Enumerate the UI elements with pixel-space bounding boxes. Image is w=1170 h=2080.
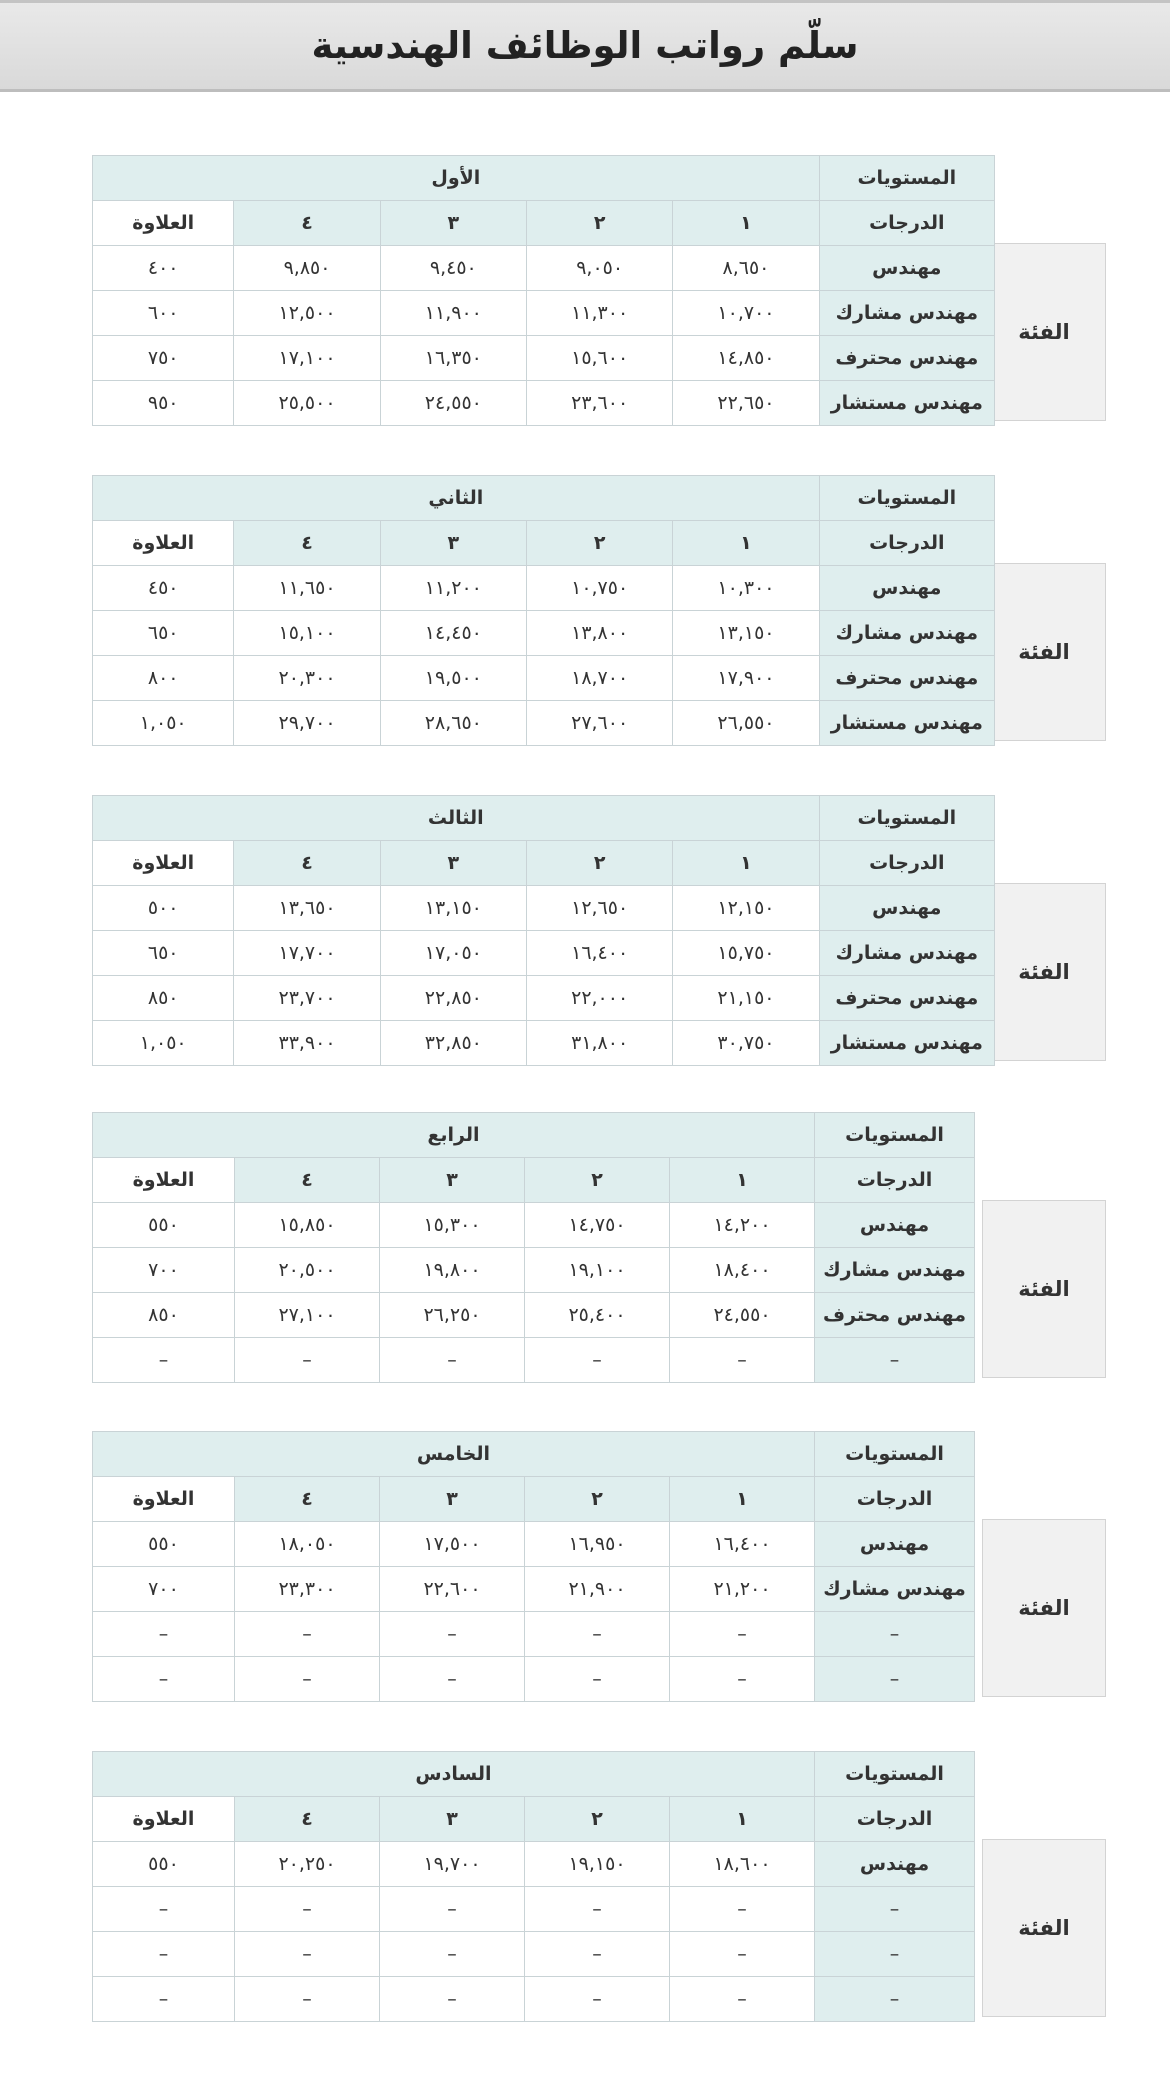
empty-cell: –: [235, 1977, 380, 2022]
salary-cell: ١٢,٦٥٠: [527, 886, 673, 931]
page-title: سلّم رواتب الوظائف الهندسية: [311, 24, 859, 67]
level-name: السادس: [92, 1752, 814, 1797]
salary-cell: ١٢,٥٠٠: [234, 291, 380, 336]
table-row: [93, 1021, 995, 1066]
salary-cell: ١٤,٤٥٠: [380, 611, 526, 656]
allowance-cell: ٦٥٠: [93, 611, 234, 656]
salary-cell: ١٥,٣٠٠: [380, 1203, 525, 1248]
salary-table: [92, 155, 995, 426]
allowance-cell: ٨٠٠: [93, 656, 234, 701]
empty-cell: –: [235, 1338, 380, 1383]
salary-cell: ١٦,٤٠٠: [670, 1522, 815, 1567]
salary-cell: ١٤,٢٠٠: [670, 1203, 815, 1248]
salary-cell: ١٧,٧٠٠: [234, 931, 380, 976]
salary-cell: ١٥,٧٥٠: [673, 931, 819, 976]
allowance-cell: ١,٠٥٠: [93, 1021, 234, 1066]
salary-cell: ١٤,٨٥٠: [673, 336, 819, 381]
salary-cell: ٢٢,٨٥٠: [380, 976, 526, 1021]
salary-cell: ١٦,٣٥٠: [380, 336, 526, 381]
allowance-header: العلاوة: [93, 201, 234, 246]
salary-table: [92, 1751, 975, 2022]
salary-cell: ١٨,٦٠٠: [670, 1842, 815, 1887]
salary-cell: ١١,٣٠٠: [527, 291, 673, 336]
level-block: [92, 1751, 1106, 2031]
salary-cell: ١٠,٧٥٠: [527, 566, 673, 611]
salary-cell: ١٩,٧٠٠: [380, 1842, 525, 1887]
empty-cell: –: [380, 1612, 525, 1657]
empty-cell: –: [670, 1932, 815, 1977]
salary-cell: ١٣,١٥٠: [673, 611, 819, 656]
salary-cell: ٣٠,٧٥٠: [673, 1021, 819, 1066]
job-title: مهندس: [815, 1203, 975, 1248]
empty-cell: –: [92, 1977, 234, 2022]
table-row: [92, 1248, 974, 1293]
grade-number: ٤: [235, 1797, 380, 1842]
grade-number: ٣: [380, 521, 526, 566]
table-row: [92, 1338, 974, 1383]
allowance-cell: ٦٠٠: [93, 291, 234, 336]
grades-label: الدرجات: [815, 1158, 975, 1203]
allowance-cell: ٧٥٠: [93, 336, 234, 381]
level-block: [92, 475, 1106, 755]
category-label: الفئة: [982, 1519, 1106, 1697]
allowance-cell: ٩٥٠: [93, 381, 234, 426]
grade-number: ١: [670, 1477, 815, 1522]
salary-cell: ١٨,٧٠٠: [527, 656, 673, 701]
grade-number: ١: [670, 1797, 815, 1842]
table-row: [92, 1752, 974, 1797]
salary-cell: ٢٠,٥٠٠: [235, 1248, 380, 1293]
empty-cell: –: [92, 1932, 234, 1977]
table-row: [93, 701, 995, 746]
salary-cell: ٢٠,٢٥٠: [235, 1842, 380, 1887]
empty-cell: –: [380, 1657, 525, 1702]
salary-cell: ٩,٠٥٠: [527, 246, 673, 291]
salary-cell: ١٥,٨٥٠: [235, 1203, 380, 1248]
salary-cell: ١٦,٤٠٠: [527, 931, 673, 976]
empty-cell: –: [525, 1612, 670, 1657]
table-row: [92, 1612, 974, 1657]
table-row: [93, 476, 995, 521]
grade-number: ٤: [234, 201, 380, 246]
allowance-header: العلاوة: [92, 1477, 234, 1522]
empty-cell: –: [670, 1657, 815, 1702]
empty-cell: –: [92, 1612, 234, 1657]
grades-label: الدرجات: [819, 201, 994, 246]
level-block: [92, 1112, 1106, 1392]
empty-cell: –: [92, 1657, 234, 1702]
level-name: الرابع: [92, 1113, 814, 1158]
empty-cell: –: [815, 1657, 975, 1702]
salary-cell: ١٣,٨٠٠: [527, 611, 673, 656]
allowance-cell: ٧٠٠: [92, 1567, 234, 1612]
table-row: [92, 1797, 974, 1842]
grade-number: ٢: [527, 521, 673, 566]
empty-cell: –: [235, 1887, 380, 1932]
grade-number: ٤: [234, 521, 380, 566]
salary-cell: ٢٨,٦٥٠: [380, 701, 526, 746]
job-title: مهندس محترف: [819, 976, 994, 1021]
salary-cell: ١٣,١٥٠: [380, 886, 526, 931]
levels-label: المستويات: [819, 156, 994, 201]
salary-cell: ١٧,٩٠٠: [673, 656, 819, 701]
category-label: الفئة: [982, 563, 1106, 741]
allowance-header: العلاوة: [92, 1797, 234, 1842]
category-label: الفئة: [982, 1200, 1106, 1378]
grade-number: ٤: [235, 1158, 380, 1203]
salary-cell: ١٩,٥٠٠: [380, 656, 526, 701]
empty-cell: –: [380, 1977, 525, 2022]
salary-cell: ١٧,١٠٠: [234, 336, 380, 381]
salary-cell: ٢٣,٣٠٠: [235, 1567, 380, 1612]
allowance-cell: ٨٥٠: [92, 1293, 234, 1338]
allowance-header: العلاوة: [92, 1158, 234, 1203]
table-row: [93, 841, 995, 886]
grade-number: ٤: [234, 841, 380, 886]
salary-cell: ١٨,٠٥٠: [235, 1522, 380, 1567]
salary-cell: ١٧,٠٥٠: [380, 931, 526, 976]
job-title: مهندس مستشار: [819, 1021, 994, 1066]
level-block: [92, 795, 1106, 1075]
empty-cell: –: [670, 1612, 815, 1657]
grade-number: ١: [673, 201, 819, 246]
salary-cell: ١٢,١٥٠: [673, 886, 819, 931]
levels-label: المستويات: [819, 796, 994, 841]
salary-cell: ١٥,٦٠٠: [527, 336, 673, 381]
salary-cell: ٢١,٢٠٠: [670, 1567, 815, 1612]
grade-number: ١: [673, 841, 819, 886]
table-row: [92, 1887, 974, 1932]
salary-cell: ٢٦,٥٥٠: [673, 701, 819, 746]
level-name: الثاني: [93, 476, 820, 521]
empty-cell: –: [525, 1887, 670, 1932]
levels-label: المستويات: [815, 1432, 975, 1477]
job-title: مهندس: [819, 886, 994, 931]
level-name: الخامس: [92, 1432, 814, 1477]
empty-cell: –: [670, 1338, 815, 1383]
empty-cell: –: [670, 1977, 815, 2022]
salary-cell: ٢٧,١٠٠: [235, 1293, 380, 1338]
grade-number: ١: [673, 521, 819, 566]
empty-cell: –: [380, 1887, 525, 1932]
salary-table: [92, 1112, 975, 1383]
level-name: الأول: [93, 156, 820, 201]
job-title: مهندس مشارك: [815, 1248, 975, 1293]
grades-label: الدرجات: [815, 1477, 975, 1522]
table-row: [93, 246, 995, 291]
salary-cell: ١٣,٦٥٠: [234, 886, 380, 931]
table-row: [92, 1477, 974, 1522]
grade-number: ١: [670, 1158, 815, 1203]
empty-cell: –: [525, 1977, 670, 2022]
salary-cell: ٢٢,٦٥٠: [673, 381, 819, 426]
allowance-cell: ٨٥٠: [93, 976, 234, 1021]
salary-cell: ٢٧,٦٠٠: [527, 701, 673, 746]
table-row: [93, 611, 995, 656]
salary-cell: ٢٦,٢٥٠: [380, 1293, 525, 1338]
salary-cell: ٢٥,٤٠٠: [525, 1293, 670, 1338]
empty-cell: –: [380, 1338, 525, 1383]
table-row: [92, 1203, 974, 1248]
salary-cell: ١٩,١٥٠: [525, 1842, 670, 1887]
salary-table: [92, 1431, 975, 1702]
grade-number: ٣: [380, 841, 526, 886]
empty-cell: –: [380, 1932, 525, 1977]
table-row: [92, 1113, 974, 1158]
allowance-cell: ٦٥٠: [93, 931, 234, 976]
job-title: مهندس مستشار: [819, 701, 994, 746]
salary-cell: ٩,٤٥٠: [380, 246, 526, 291]
allowance-cell: ٥٥٠: [92, 1203, 234, 1248]
salary-cell: ١٦,٩٥٠: [525, 1522, 670, 1567]
salary-cell: ٢٣,٦٠٠: [527, 381, 673, 426]
job-title: مهندس مشارك: [819, 931, 994, 976]
table-row: [93, 656, 995, 701]
job-title: مهندس مستشار: [819, 381, 994, 426]
salary-cell: ٢٢,٦٠٠: [380, 1567, 525, 1612]
allowance-cell: ٥٠٠: [93, 886, 234, 931]
table-row: [93, 291, 995, 336]
table-row: [93, 156, 995, 201]
empty-cell: –: [235, 1657, 380, 1702]
allowance-header: العلاوة: [93, 841, 234, 886]
salary-cell: ٣٣,٩٠٠: [234, 1021, 380, 1066]
allowance-cell: ٤٥٠: [93, 566, 234, 611]
grade-number: ٢: [525, 1797, 670, 1842]
salary-cell: ١٧,٥٠٠: [380, 1522, 525, 1567]
salary-cell: ١١,٢٠٠: [380, 566, 526, 611]
table-row: [92, 1293, 974, 1338]
table-row: [93, 521, 995, 566]
category-label: الفئة: [982, 1839, 1106, 2017]
grade-number: ٣: [380, 1158, 525, 1203]
job-title: مهندس: [815, 1842, 975, 1887]
grades-label: الدرجات: [819, 841, 994, 886]
salary-cell: ١٠,٣٠٠: [673, 566, 819, 611]
table-row: [93, 381, 995, 426]
title-bar: [0, 0, 1170, 92]
empty-cell: –: [815, 1932, 975, 1977]
salary-cell: ٢١,٩٠٠: [525, 1567, 670, 1612]
grade-number: ٢: [525, 1477, 670, 1522]
salary-cell: ١٠,٧٠٠: [673, 291, 819, 336]
salary-cell: ٢٣,٧٠٠: [234, 976, 380, 1021]
salary-cell: ١١,٦٥٠: [234, 566, 380, 611]
category-label: الفئة: [982, 243, 1106, 421]
salary-cell: ٨,٦٥٠: [673, 246, 819, 291]
level-block: [92, 155, 1106, 435]
empty-cell: –: [92, 1887, 234, 1932]
salary-cell: ٩,٨٥٠: [234, 246, 380, 291]
table-row: [93, 796, 995, 841]
empty-cell: –: [815, 1612, 975, 1657]
grades-label: الدرجات: [815, 1797, 975, 1842]
allowance-cell: ٥٥٠: [92, 1842, 234, 1887]
empty-cell: –: [525, 1338, 670, 1383]
salary-cell: ١٩,٨٠٠: [380, 1248, 525, 1293]
grades-label: الدرجات: [819, 521, 994, 566]
salary-cell: ١٤,٧٥٠: [525, 1203, 670, 1248]
table-row: [92, 1432, 974, 1477]
job-title: مهندس محترف: [819, 336, 994, 381]
grade-number: ٣: [380, 1797, 525, 1842]
table-row: [93, 336, 995, 381]
table-row: [92, 1842, 974, 1887]
salary-table: [92, 795, 995, 1066]
job-title: مهندس مشارك: [819, 291, 994, 336]
empty-cell: –: [670, 1887, 815, 1932]
job-title: مهندس مشارك: [819, 611, 994, 656]
salary-cell: ١١,٩٠٠: [380, 291, 526, 336]
level-name: الثالث: [93, 796, 820, 841]
table-row: [92, 1567, 974, 1612]
job-title: مهندس: [815, 1522, 975, 1567]
salary-cell: ٢٤,٥٥٠: [380, 381, 526, 426]
empty-cell: –: [815, 1977, 975, 2022]
grade-number: ٢: [525, 1158, 670, 1203]
table-row: [93, 976, 995, 1021]
empty-cell: –: [235, 1612, 380, 1657]
salary-cell: ١٩,١٠٠: [525, 1248, 670, 1293]
salary-cell: ٢١,١٥٠: [673, 976, 819, 1021]
levels-label: المستويات: [815, 1752, 975, 1797]
empty-cell: –: [92, 1338, 234, 1383]
salary-cell: ١٨,٤٠٠: [670, 1248, 815, 1293]
table-row: [93, 886, 995, 931]
empty-cell: –: [815, 1338, 975, 1383]
salary-cell: ٣١,٨٠٠: [527, 1021, 673, 1066]
table-row: [92, 1932, 974, 1977]
table-row: [92, 1657, 974, 1702]
table-row: [93, 931, 995, 976]
job-title: مهندس: [819, 246, 994, 291]
salary-cell: ٢٢,٠٠٠: [527, 976, 673, 1021]
empty-cell: –: [525, 1657, 670, 1702]
salary-cell: ٢٥,٥٠٠: [234, 381, 380, 426]
empty-cell: –: [525, 1932, 670, 1977]
grade-number: ٢: [527, 841, 673, 886]
level-block: [92, 1431, 1106, 1711]
allowance-cell: ٥٥٠: [92, 1522, 234, 1567]
allowance-cell: ٤٠٠: [93, 246, 234, 291]
salary-cell: ١٥,١٠٠: [234, 611, 380, 656]
levels-label: المستويات: [815, 1113, 975, 1158]
salary-cell: ٢٠,٣٠٠: [234, 656, 380, 701]
table-row: [92, 1522, 974, 1567]
category-label: الفئة: [982, 883, 1106, 1061]
grade-number: ٣: [380, 1477, 525, 1522]
salary-cell: ٢٤,٥٥٠: [670, 1293, 815, 1338]
job-title: مهندس: [819, 566, 994, 611]
grade-number: ٤: [235, 1477, 380, 1522]
levels-label: المستويات: [819, 476, 994, 521]
table-row: [92, 1158, 974, 1203]
grade-number: ٢: [527, 201, 673, 246]
empty-cell: –: [815, 1887, 975, 1932]
job-title: مهندس مشارك: [815, 1567, 975, 1612]
allowance-cell: ٧٠٠: [92, 1248, 234, 1293]
table-row: [92, 1977, 974, 2022]
table-row: [93, 201, 995, 246]
salary-cell: ٣٢,٨٥٠: [380, 1021, 526, 1066]
allowance-header: العلاوة: [93, 521, 234, 566]
salary-cell: ٢٩,٧٠٠: [234, 701, 380, 746]
salary-table: [92, 475, 995, 746]
job-title: مهندس محترف: [819, 656, 994, 701]
allowance-cell: ١,٠٥٠: [93, 701, 234, 746]
table-row: [93, 566, 995, 611]
job-title: مهندس محترف: [815, 1293, 975, 1338]
empty-cell: –: [235, 1932, 380, 1977]
grade-number: ٣: [380, 201, 526, 246]
